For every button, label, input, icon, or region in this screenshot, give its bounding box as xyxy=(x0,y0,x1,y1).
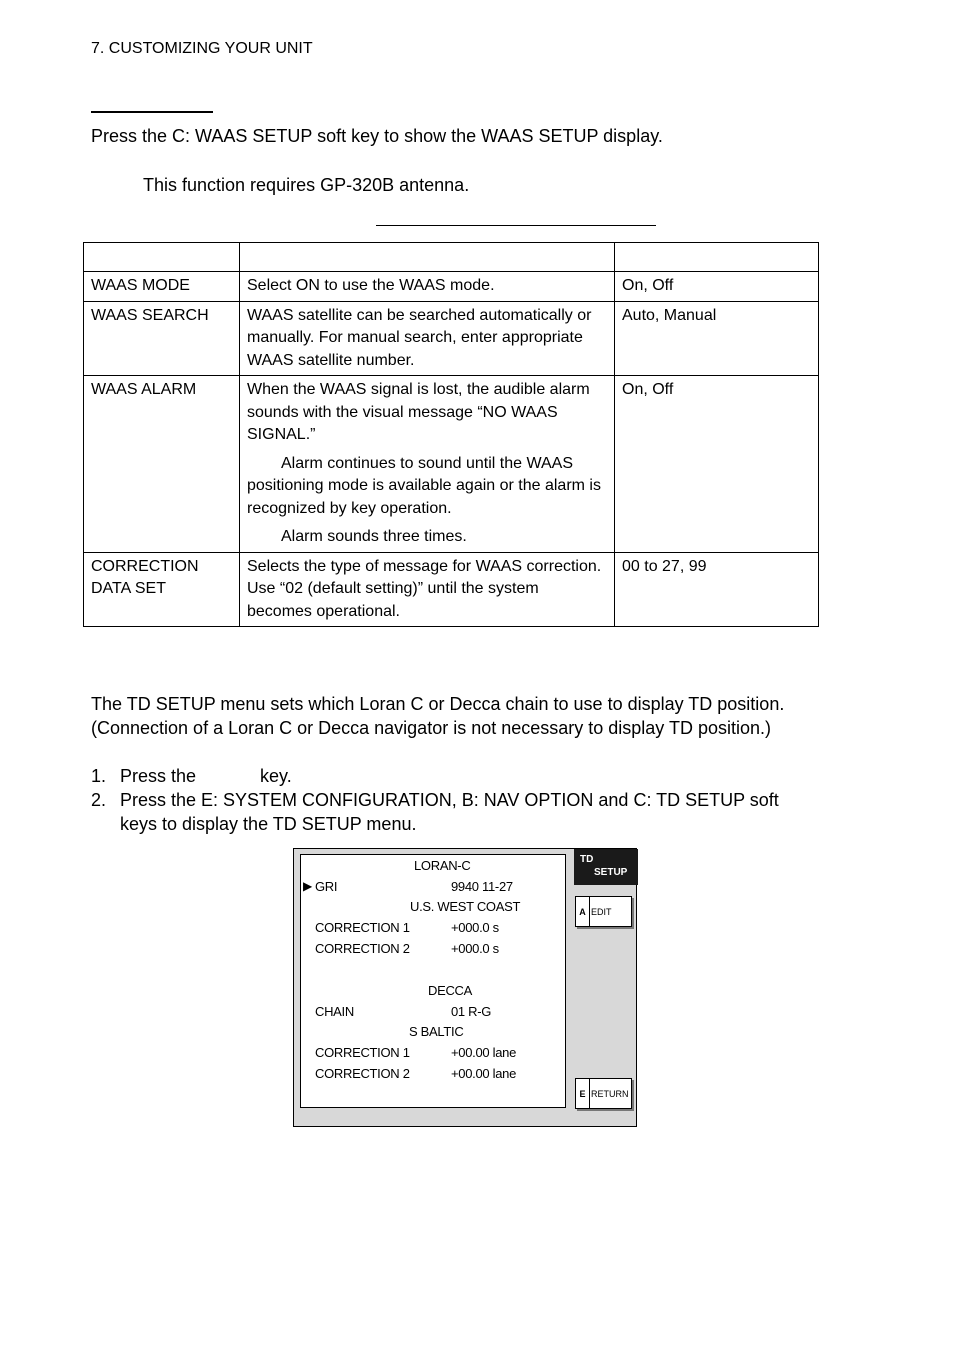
loran-correction-2-label[interactable]: CORRECTION 2 xyxy=(315,941,410,956)
chain-value[interactable]: 01 R-G xyxy=(451,1004,492,1019)
loran-correction-1-value[interactable]: +000.0 s xyxy=(451,920,499,935)
desc-cell xyxy=(240,272,615,302)
item-cell: WAAS MODE xyxy=(84,272,240,302)
table-row xyxy=(84,552,819,627)
edit-softkey[interactable] xyxy=(575,896,632,927)
desc-text: Selects the type of message for WAAS correction. Use “02 (default setting)” until the system becomes operational. xyxy=(247,557,602,620)
desc-text: Alarm continues to sound until the WAAS positioning mode is available again or the alarm is recognized by key operation. xyxy=(247,454,601,517)
section-header: 7. CUSTOMIZING YOUR UNIT xyxy=(91,40,313,57)
table-row xyxy=(84,301,819,376)
table-row xyxy=(84,272,819,302)
heading-underline xyxy=(91,111,213,113)
header-cell xyxy=(84,243,240,272)
step-text: Press the key. xyxy=(120,766,292,786)
steps-list xyxy=(91,764,779,836)
table-header-row xyxy=(84,243,819,272)
softkey-label: EDIT xyxy=(591,906,612,917)
decca-correction-2-label[interactable]: CORRECTION 2 xyxy=(315,1066,410,1081)
desc-cell xyxy=(240,301,615,376)
chain-label[interactable]: CHAIN xyxy=(315,1004,354,1019)
tab-line: SETUP xyxy=(594,867,628,878)
loran-chain-name: U.S. WEST COAST xyxy=(410,899,521,914)
desc-text: Alarm sounds three times. xyxy=(281,528,467,545)
step-text: Press the E: SYSTEM CONFIGURATION, B: NAV OPTION and C: TD SETUP soft keys to display the TD SETUP menu. xyxy=(120,790,779,834)
desc-cell xyxy=(240,552,615,627)
td-para-line: (Connection of a Loran C or Decca navigator is not necessary to display TD position.) xyxy=(91,718,772,738)
desc-cell xyxy=(240,376,615,553)
td-para-line: The TD SETUP menu sets which Loran C or Decca chain to use to display TD position. xyxy=(91,694,785,714)
waas-setup-table xyxy=(83,242,819,627)
intro-text: Press the C: WAAS SETUP soft key to show the WAAS SETUP display. xyxy=(91,126,663,146)
decca-correction-1-label[interactable]: CORRECTION 1 xyxy=(315,1045,410,1060)
list-item xyxy=(91,764,779,788)
softkey-letter: E xyxy=(576,1079,590,1108)
note-text: This function requires GP-320B antenna. xyxy=(143,175,470,195)
decca-title: DECCA xyxy=(428,983,473,998)
td-setup-tab xyxy=(574,849,638,885)
list-item xyxy=(91,788,779,836)
options-cell: On, Off xyxy=(615,376,819,553)
header-cell xyxy=(240,243,615,272)
header-cell xyxy=(615,243,819,272)
step-number: 2. xyxy=(91,790,107,810)
loran-correction-1-label[interactable]: CORRECTION 1 xyxy=(315,920,410,935)
gri-value[interactable]: 9940 11-27 xyxy=(451,879,513,894)
gri-label[interactable]: GRI xyxy=(315,879,338,894)
table-row xyxy=(84,376,819,553)
table-title-underline xyxy=(376,225,656,226)
item-cell: WAAS SEARCH xyxy=(84,301,240,376)
step-number: 1. xyxy=(91,766,107,786)
tab-line: TD xyxy=(580,854,594,865)
item-cell: CORRECTION DATA SET xyxy=(84,552,240,627)
softkey-letter: A xyxy=(576,897,590,926)
loran-correction-2-value[interactable]: +000.0 s xyxy=(451,941,499,956)
item-cell: WAAS ALARM xyxy=(84,376,240,553)
decca-correction-2-value[interactable]: +00.00 lane xyxy=(451,1066,517,1081)
softkey-label: RETURN xyxy=(591,1088,629,1099)
options-cell: On, Off xyxy=(615,272,819,302)
options-cell: Auto, Manual xyxy=(615,301,819,376)
td-setup-paragraph xyxy=(91,692,784,740)
decca-correction-1-value[interactable]: +00.00 lane xyxy=(451,1045,517,1060)
decca-chain-name: S BALTIC xyxy=(409,1024,464,1039)
cursor-arrow-icon: ▶ xyxy=(303,879,313,893)
desc-text: When the WAAS signal is lost, the audible alarm sounds with the visual message “NO WAAS SIGNAL.” xyxy=(247,381,590,443)
td-setup-menu xyxy=(300,854,566,1108)
options-cell: 00 to 27, 99 xyxy=(615,552,819,627)
return-softkey[interactable] xyxy=(575,1078,632,1109)
desc-text: Select ON to use the WAAS mode. xyxy=(247,277,495,294)
loran-title: LORAN-C xyxy=(414,858,471,873)
desc-text: WAAS satellite can be searched automatically or manually. For manual search, enter appropriate WAAS satellite number. xyxy=(247,306,592,369)
td-setup-screen xyxy=(293,848,637,1127)
